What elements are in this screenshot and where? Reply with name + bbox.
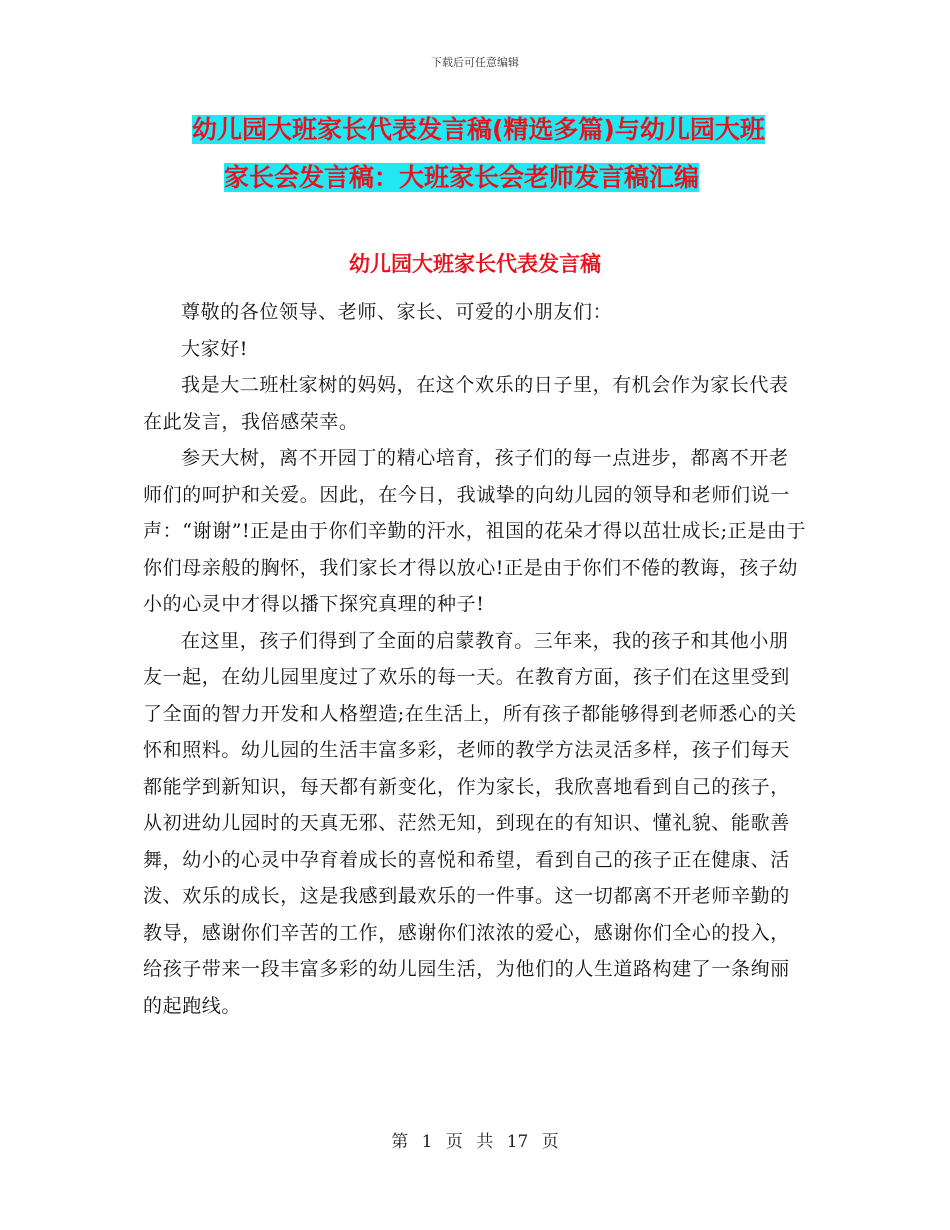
paragraph-education: 在这里，孩子们得到了全面的启蒙教育。三年来，我的孩子和其他小朋友一起，在幼儿园里度过了欢乐的每一天。在教育方面，孩子们在这里受到了全面的智力开发和人格塑造;在生活上，所有孩子都能够得到老师悉心的关怀和照料。幼儿园的生活丰富多彩，老师的教学方法灵活多样，孩子们每天都能学到新知识，每天都有新变化，作为家长，我欣喜地看到自己的孩子，从初进幼儿园时的天真无邪、茫然无知，到现在的有知识、懂礼貌、能歌善舞，幼小的心灵中孕育着成长的喜悦和希望，看到自己的孩子正在健康、活泼、欢乐的成长，这是我感到最欢乐的一件事。这一切都离不开老师辛勤的教导，感谢你们辛苦的工作，感谢你们浓浓的爱心，感谢你们全心的投入，给孩子带来一段丰富多彩的幼儿园生活，为他们的人生道路构建了一条绚丽的起跑线。	[143, 629, 797, 1017]
title-line-2-text: 家长会发言稿：大班家长会老师发言稿汇编	[224, 163, 700, 192]
header-note: 下载后可任意编辑	[431, 56, 519, 69]
title-line-2	[140, 154, 820, 202]
document-title	[140, 106, 820, 202]
paragraph-hello: 大家好!	[181, 337, 249, 360]
body-text	[143, 294, 807, 1024]
title-line-1	[140, 106, 820, 154]
paragraph-greeting: 尊敬的各位领导、老师、家长、可爱的小朋友们：	[181, 301, 613, 323]
footer-page-number: 1	[421, 1132, 433, 1152]
footer-total-pages: 17	[506, 1132, 529, 1152]
footer-total-prefix: 共	[476, 1132, 494, 1152]
page-footer	[0, 1127, 950, 1152]
title-line-1-text: 幼儿园大班家长代表发言稿(精选多篇)与幼儿园大班	[192, 115, 765, 144]
section-title: 幼儿园大班家长代表发言稿	[349, 252, 601, 276]
footer-prefix: 第	[391, 1132, 409, 1152]
footer-total-suffix: 页	[541, 1132, 559, 1152]
paragraph-thanks: 参天大树，离不开园丁的精心培育，孩子们的每一点进步，都离不开老师们的呵护和关爱。因此，在今日，我诚挚的向幼儿园的领导和老师们说一声：“谢谢”!正是由于你们辛勤的汗水，祖国的花朵才得以茁壮成长;正是由于你们母亲般的胸怀，我们家长才得以放心!正是由于你们不倦的教诲，孩子幼小的心灵中才得以播下探究真理的种子!	[143, 447, 807, 615]
footer-page-suffix: 页	[445, 1132, 463, 1152]
paragraph-intro: 我是大二班杜家树的妈妈，在这个欢乐的日子里，有机会作为家长代表在此发言，我倍感荣幸。	[143, 374, 789, 433]
